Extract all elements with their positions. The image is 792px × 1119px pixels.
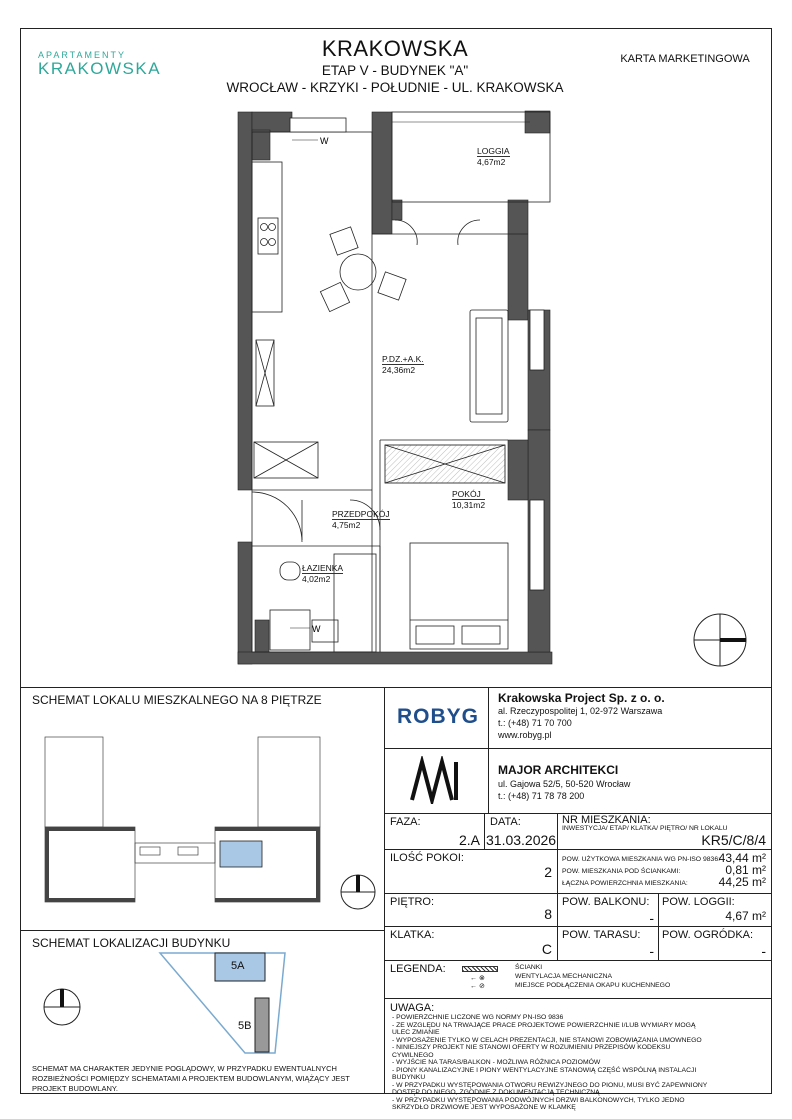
grid-v3: [557, 849, 558, 960]
architect-address: ul. Gajowa 52/5, 50-520 Wrocław: [498, 779, 631, 789]
architect-name: MAJOR ARCHITEKCI: [498, 763, 619, 777]
taras-value: -: [649, 943, 654, 959]
nr-sublabel: INWESTYCJA/ ETAP/ KLATKA/ PIĘTRO/ NR LOKALU: [562, 825, 728, 832]
room-hall: [330, 508, 392, 531]
room-area: 4,67m2: [477, 157, 506, 167]
notes-title: UWAGA:: [390, 1002, 435, 1014]
apartment-highlight: [220, 841, 262, 867]
room-name: POKÓJ: [452, 489, 485, 500]
compass-small-icon: [338, 872, 378, 912]
floor-plan: [230, 100, 560, 670]
data-value: 31.03.2026: [486, 832, 557, 848]
legend-item-hood: MIEJSCE PODŁĄCZENIA OKAPU KUCHENNEGO: [515, 982, 671, 989]
grid-v1: [484, 813, 485, 849]
schema-note: SCHEMAT MA CHARAKTER JEDYNIE POGLĄDOWY, W PRZYPADKU EWENTUALNYCH ROZBIEŻNOŚCI POMIĘDZY SCHEMATAMI A PROJEKTEM BUDOWLANYM, WIĄŻĄCY JEST PROJEKT BUDOWLANY.: [32, 1064, 350, 1093]
room-area: 24,36m2: [382, 365, 416, 375]
doc-type-label: KARTA MARKETINGOWA: [620, 53, 750, 65]
legend-hood-icon: ← ⊘: [470, 983, 485, 990]
major-logo: [408, 756, 462, 804]
note-item: - NINIEJSZY PROJEKT NIE STANOWI OFERTY W ROZUMIENIU PRZEPISÓW KODEKSU CYWILNEGO: [392, 1044, 671, 1059]
area1-value: 43,44 m²: [718, 851, 766, 865]
room-area: 4,75m2: [332, 520, 361, 530]
room-name: LOGGIA: [477, 146, 510, 156]
taras-label: POW. TARASU:: [562, 929, 641, 941]
wall-left: [238, 112, 252, 490]
nr-label: NR MIESZKANIA:: [562, 814, 651, 826]
pietro-label: PIĘTRO:: [390, 896, 435, 908]
developer-address: al. Rzeczypospolitej 1, 02-972 Warszawa: [498, 706, 663, 716]
room-area: 4,02m2: [302, 574, 331, 584]
note-item: - PIONY KANALIZACYJNE I PIONY WENTYLACYJNE STANOWIĄ CZĘŚĆ WSPÓLNĄ INSTALACJI BUDYNKU: [392, 1066, 697, 1081]
brand-line1: APARTAMENTY: [38, 50, 127, 60]
data-label: DATA:: [490, 816, 521, 828]
legend-divider: [384, 998, 772, 999]
grid-h2: [384, 893, 772, 894]
room-bath: [300, 562, 345, 585]
note-item: - WYPOSAŻENIE TYLKO W CELACH PREZENTACJI, NIE STANOWI ZOBOWIĄZANIA UMOWNEGO: [392, 1036, 702, 1044]
room-name: ŁAZIENKA: [302, 563, 344, 573]
room-loggia: [475, 145, 512, 168]
room-bedroom: [450, 488, 487, 511]
ogrodek-label: POW. OGRÓDKA:: [662, 929, 754, 941]
note-item: - W PRZYPADKU WYSTĘPOWANIA OTWORU REWIZYJNEGO DO PIONU, MUSI BYĆ ZAPEWNIONY DOSTĘP DO NIEGO, ZGODNIE Z DOKUMENTACJĄ TECHNICZNĄ: [392, 1081, 708, 1096]
page-title: KRAKOWSKA: [321, 36, 469, 61]
room-area: 10,31m2: [452, 500, 486, 510]
grid-h3: [384, 926, 772, 927]
room-name: P.DZ.+A.K.: [382, 354, 424, 364]
developer-web[interactable]: www.robyg.pl: [498, 730, 552, 740]
building-5b-label: 5B: [238, 1020, 252, 1032]
legend-item-vent: WENTYLACJA MECHANICZNA: [515, 973, 613, 980]
loggia-label: POW. LOGGII:: [662, 896, 735, 908]
faza-label: FAZA:: [390, 816, 421, 828]
faza-value: 2.A: [458, 832, 480, 848]
legend-title: LEGENDA:: [390, 963, 446, 975]
architect-phone: t.: (+48) 71 78 78 200: [498, 791, 585, 801]
developer-name: Krakowska Project Sp. z o. o.: [498, 691, 665, 705]
schema-floor-map: [40, 735, 330, 905]
location-label: WROCŁAW - KRZYKI - POŁUDNIE - UL. KRAKOWSKA: [226, 80, 564, 95]
notes-list: [392, 1014, 712, 1112]
header-divider: [20, 687, 772, 688]
grid-h4: [384, 960, 772, 961]
brand-logo: [38, 50, 168, 79]
legend-item-walls: ŚCIANKI: [515, 964, 543, 971]
area2-label: POW. MIESZKANIA POD ŚCIANKAMI:: [562, 868, 681, 875]
grid-v2: [557, 813, 558, 849]
area3-label: ŁĄCZNA POWIERZCHNIA MIESZKANIA:: [562, 880, 688, 887]
pietro-value: 8: [544, 906, 552, 922]
washer-mark-bath: W: [312, 624, 321, 634]
note-item: - POWIERZCHNIE LICZONE WG NORMY PN-ISO 9836: [392, 1014, 564, 1021]
grid-h1: [384, 849, 772, 850]
nr-value: KR5/C/8/4: [701, 832, 766, 848]
pokoi-value: 2: [544, 864, 552, 880]
schema-building-title: SCHEMAT LOKALIZACJI BUDYNKU: [32, 936, 231, 950]
room-living: [380, 353, 426, 376]
company-divider: [384, 748, 772, 749]
loggia-value: 4,67 m²: [725, 909, 766, 923]
klatka-value: C: [541, 941, 552, 957]
room-name: PRZEDPOKÓJ: [332, 509, 390, 519]
schema-floor-title: SCHEMAT LOKALU MIESZKALNEGO NA 8 PIĘTRZE: [32, 693, 322, 707]
note-item: - WYJŚCIE NA TARAS/BALKON - MOŻLIWA RÓŻNICA POZIOMÓW: [392, 1059, 601, 1066]
note-item: - W PRZYPADKU WYSTĘPOWANIA PODWÓJNYCH DRZWI BALKONOWYCH, TYLKO JEDNO SKRZYDŁO DRZWIOWE JEST WYPOSAŻONE W KLAMKĘ: [392, 1096, 685, 1111]
compass-icon: [690, 610, 750, 670]
legend-vent-icon: ← ⊗: [470, 975, 485, 982]
developer-phone: t.: (+48) 71 70 700: [498, 718, 572, 728]
robyg-logo: ROBYG: [397, 705, 480, 728]
pokoi-label: ILOŚĆ POKOI:: [390, 852, 464, 864]
compass-building-icon: [40, 985, 84, 1029]
balkon-label: POW. BALKONU:: [562, 896, 650, 908]
washer-mark-top: W: [320, 136, 329, 146]
building-5a-label: 5A: [231, 960, 245, 972]
klatka-label: KLATKA:: [390, 929, 435, 941]
area3-value: 44,25 m²: [718, 875, 766, 889]
balkon-value: -: [649, 910, 654, 926]
stage-label: ETAP V - BUDYNEK "A": [321, 63, 469, 78]
legend-wall-swatch: [462, 966, 498, 972]
ogrodek-value: -: [761, 943, 766, 959]
brand-line2: KRAKOWSKA: [38, 59, 162, 78]
schema-building-map: [155, 948, 295, 1058]
area1-label: POW. UŻYTKOWA MIESZKANIA WG PN-ISO 9836:: [562, 856, 720, 863]
area2-value: 0,81 m²: [725, 863, 766, 877]
logo-divider: [488, 687, 489, 813]
schema-divider: [20, 930, 384, 931]
wall-bottom: [238, 652, 552, 664]
note-item: - ZE WZGLĘDU NA TRWAJĄCE PRACE PROJEKTOWE POWIERZCHNIE I/LUB WYMIARY MOGĄ ULEC ZMIANIE: [392, 1021, 696, 1036]
